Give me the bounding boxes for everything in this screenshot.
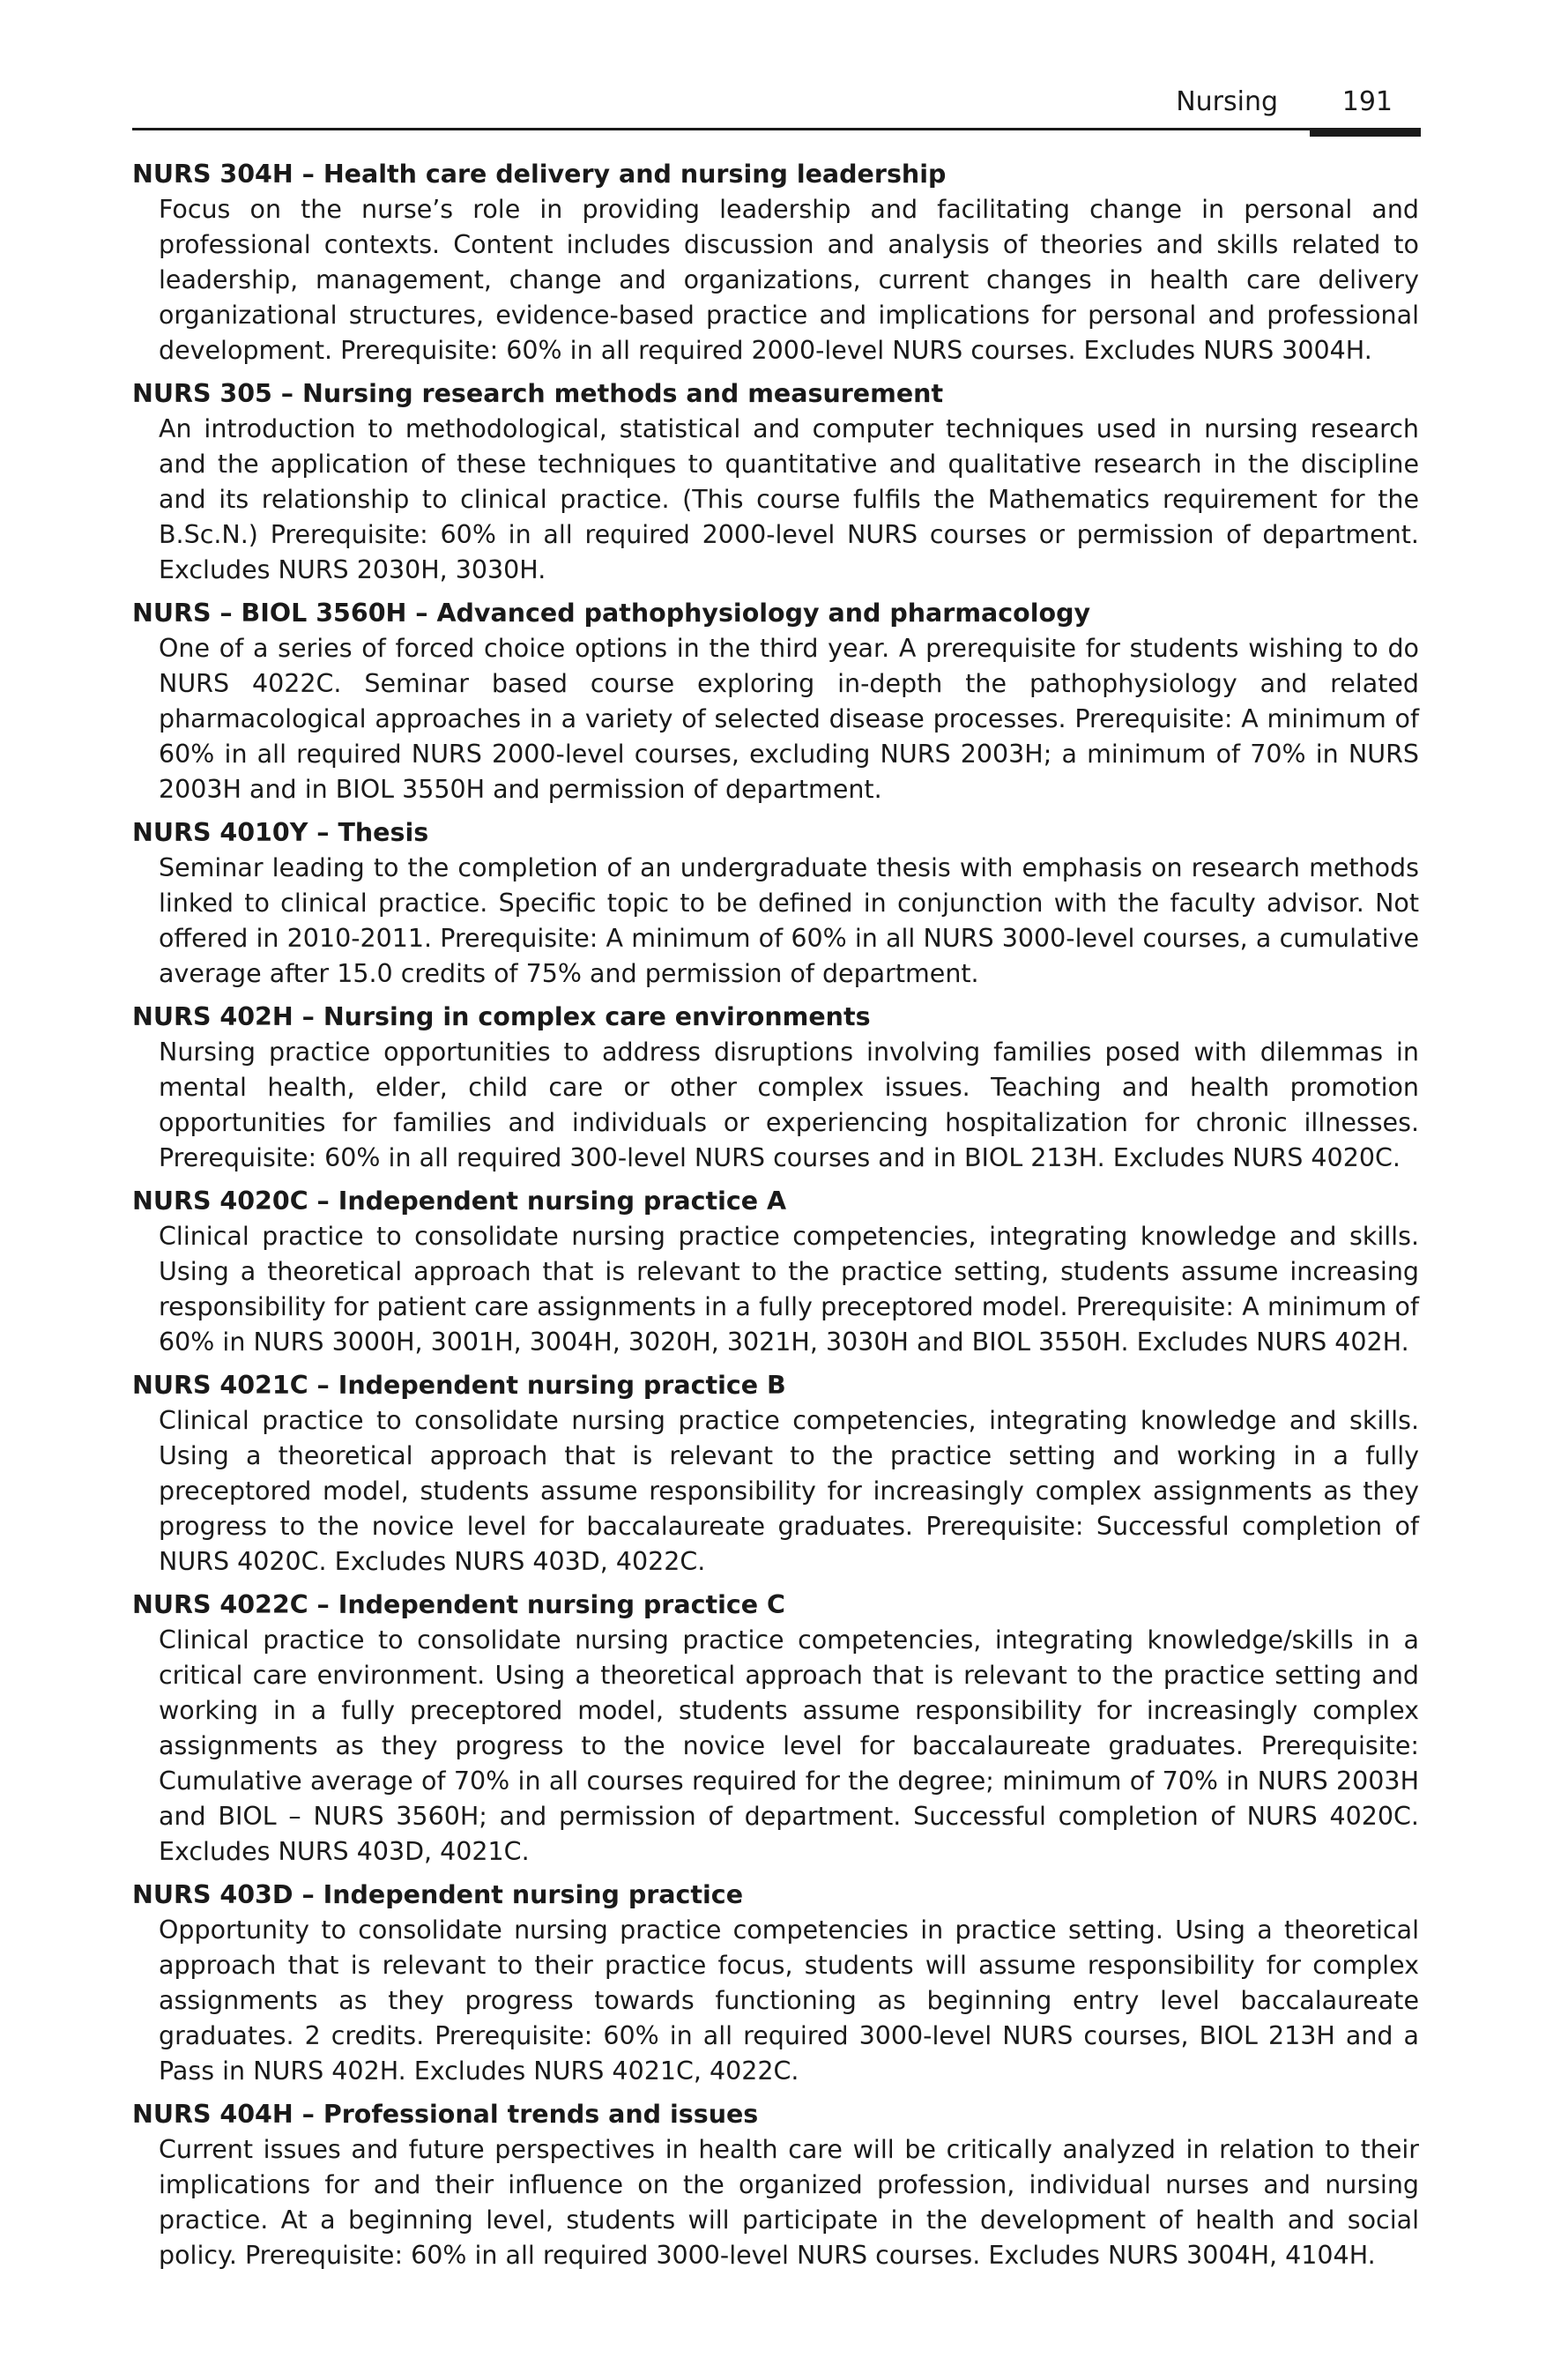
- course-entry: [132, 596, 1419, 807]
- course-entry: [132, 815, 1419, 992]
- course-description: An introduction to methodological, statistical and computer techniques used in nursing research and the application of these techniques to quantitative and qualitative research in the discipline and its relationship to clinical practice. (This course fulfils the Mathematics requirement for the B.Sc.N.) Prerequisite: 60% in all required 2000-level NURS courses or permission of department. Excludes NURS 2030H, 3030H.: [159, 414, 1419, 584]
- course-title: NURS 4022C – Independent nursing practice C: [132, 1590, 785, 1619]
- course-description: One of a series of forced choice options in the third year. A prerequisite for students wishing to do NURS 4022C. Seminar based course exploring in-depth the pathophysiology and related pharmacological approaches in a variety of selected disease processes. Prerequisite: A minimum of 60% in all required NURS 2000-level courses, excluding NURS 2003H; a minimum of 70% in NURS 2003H and in BIOL 3550H and permission of department.: [159, 634, 1419, 804]
- section-title: Nursing: [1176, 86, 1278, 117]
- course-entry: [132, 376, 1419, 588]
- course-description: Seminar leading to the completion of an undergraduate thesis with emphasis on research methods linked to clinical practice. Specific topic to be defined in conjunction with the faculty advisor. Not offered in 2010-2011. Prerequisite: A minimum of 60% in all NURS 3000-level courses, a cumulative average after 15.0 credits of 75% and permission of department.: [159, 853, 1419, 988]
- course-title: NURS 403D – Independent nursing practice: [132, 1880, 744, 1909]
- course-description: Opportunity to consolidate nursing practice competencies in practice setting. Using a theoretical approach that is relevant to their practice focus, students will assume responsibility for complex assignments as they progress towards functioning as beginning entry level baccalaureate graduates. 2 credits. Prerequisite: 60% in all required 3000-level NURS courses, BIOL 213H and a Pass in NURS 402H. Excludes NURS 4021C, 4022C.: [159, 1915, 1419, 2086]
- header-rule: [132, 128, 1421, 130]
- course-title: NURS 4010Y – Thesis: [132, 818, 429, 847]
- course-description: Clinical practice to consolidate nursing practice competencies, integrating knowledge/skills in a critical care environment. Using a theoretical approach that is relevant to the practice setting and working in a fully preceptored model, students assume responsibility for increasingly complex assignments as they progress to the novice level for baccalaureate graduates. Prerequisite: Cumulative average of 70% in all courses required for the degree; minimum of 70% in NURS 2003H and BIOL – NURS 3560H; and permission of department. Successful completion of NURS 4020C. Excludes NURS 403D, 4021C.: [159, 1625, 1419, 1866]
- running-header: [132, 78, 1421, 130]
- course-description: Current issues and future perspectives in health care will be critically analyzed in relation to their implications for and their influence on the organized profession, individual nurses and nursing practice. At a beginning level, students will participate in the development of health and social policy. Prerequisite: 60% in all required 3000-level NURS courses. Excludes NURS 3004H, 4104H.: [159, 2135, 1419, 2270]
- page-number: 191: [1341, 86, 1393, 117]
- course-title: NURS 305 – Nursing research methods and measurement: [132, 379, 944, 408]
- course-entry: [132, 2097, 1419, 2273]
- course-title: NURS 4021C – Independent nursing practice B: [132, 1371, 786, 1400]
- course-entry: [132, 1000, 1419, 1176]
- course-title: NURS 404H – Professional trends and issues: [132, 2100, 759, 2129]
- course-entry: [132, 1368, 1419, 1580]
- course-title: NURS – BIOL 3560H – Advanced pathophysiology and pharmacology: [132, 599, 1091, 628]
- course-description: Focus on the nurse’s role in providing leadership and facilitating change in personal and professional contexts. Content includes discussion and analysis of theories and skills related to leadership, management, change and organizations, current changes in health care delivery organizational structures, evidence-based practice and implications for personal and professional development. Prerequisite: 60% in all required 2000-level NURS courses. Excludes NURS 3004H.: [159, 195, 1419, 365]
- header-tab-marker: [1310, 128, 1421, 137]
- course-title: NURS 304H – Health care delivery and nursing leadership: [132, 160, 947, 189]
- course-list: [132, 157, 1419, 2281]
- course-title: NURS 4020C – Independent nursing practice A: [132, 1186, 787, 1216]
- course-title: NURS 402H – Nursing in complex care environments: [132, 1002, 871, 1031]
- course-entry: [132, 1184, 1419, 1360]
- course-entry: [132, 1878, 1419, 2089]
- course-description: Clinical practice to consolidate nursing practice competencies, integrating knowledge and skills. Using a theoretical approach that is relevant to the practice setting and working in a fully preceptored model, students assume responsibility for increasingly complex assignments as they progress to the novice level for baccalaureate graduates. Prerequisite: Successful completion of NURS 4020C. Excludes NURS 403D, 4022C.: [159, 1406, 1419, 1576]
- course-entry: [132, 157, 1419, 368]
- course-description: Nursing practice opportunities to address disruptions involving families posed with dilemmas in mental health, elder, child care or other complex issues. Teaching and health promotion opportunities for families and individuals or experiencing hospitalization for chronic illnesses. Prerequisite: 60% in all required 300-level NURS courses and in BIOL 213H. Excludes NURS 4020C.: [159, 1038, 1419, 1172]
- course-description: Clinical practice to consolidate nursing practice competencies, integrating knowledge and skills. Using a theoretical approach that is relevant to the practice setting, students assume increasing responsibility for patient care assignments in a fully preceptored model. Prerequisite: A minimum of 60% in NURS 3000H, 3001H, 3004H, 3020H, 3021H, 3030H and BIOL 3550H. Excludes NURS 402H.: [159, 1222, 1419, 1357]
- course-entry: [132, 1588, 1419, 1870]
